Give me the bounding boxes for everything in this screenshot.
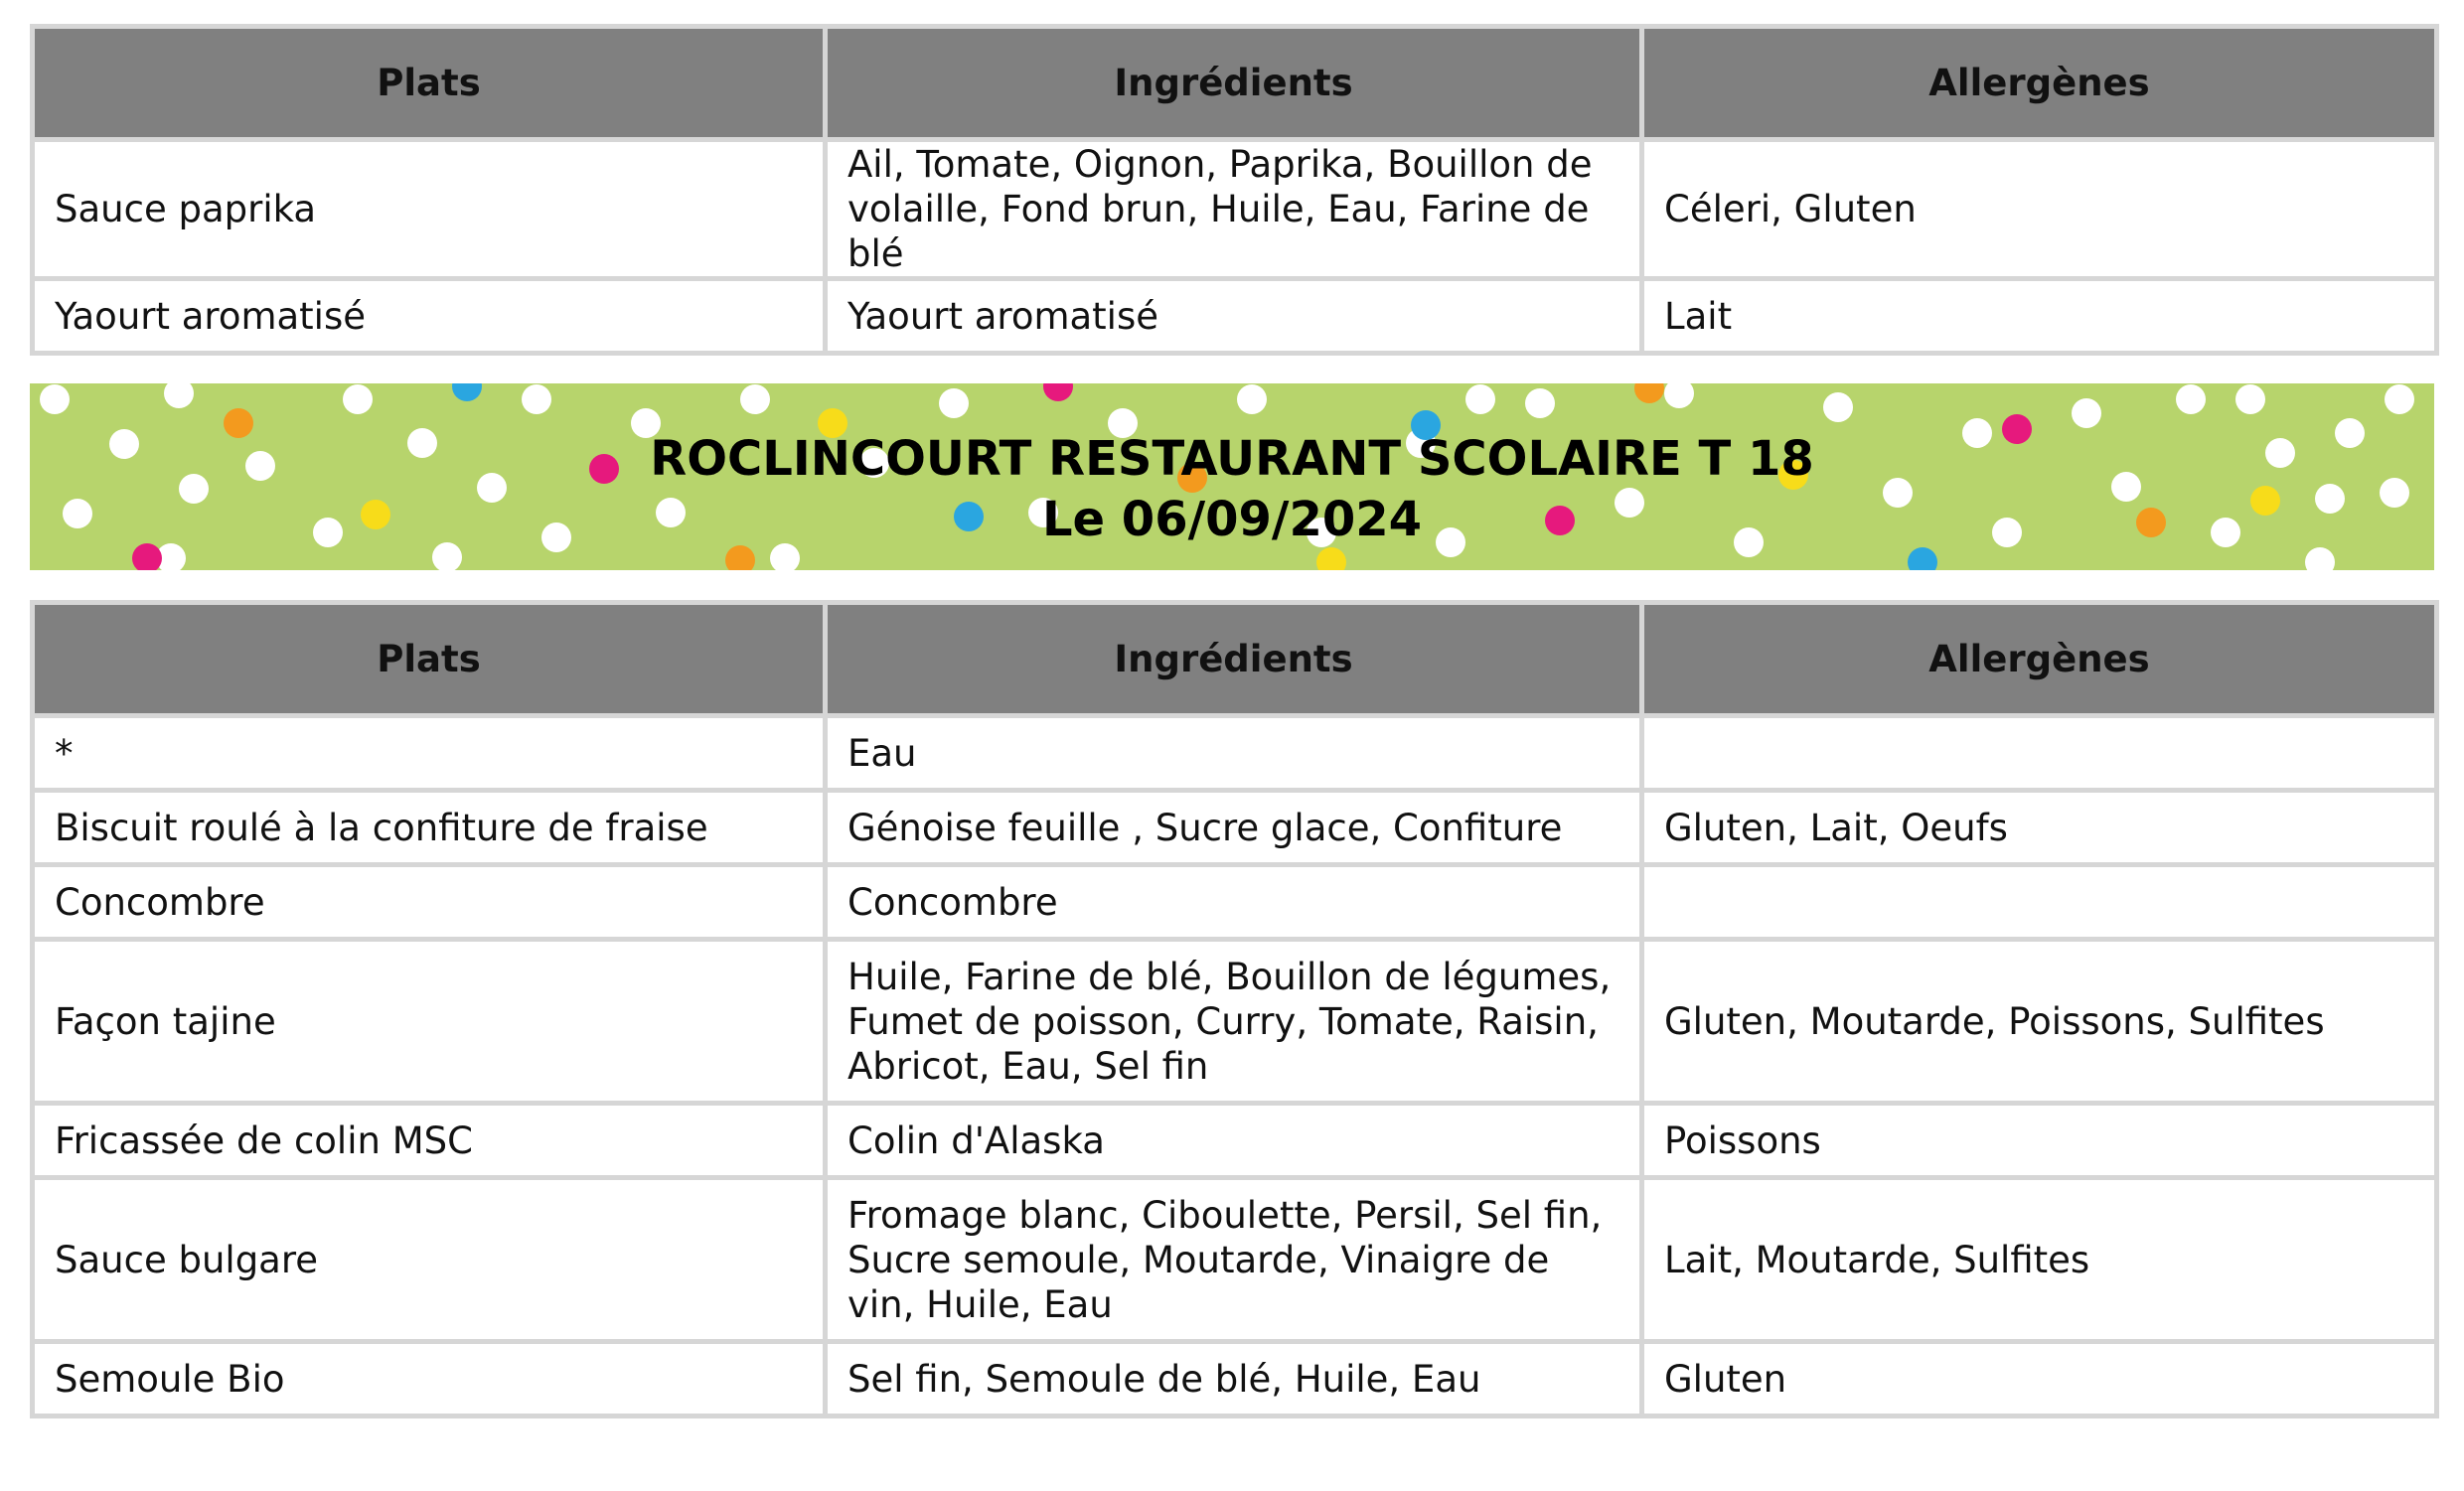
- cell-ingredients: Eau: [826, 716, 1642, 791]
- column-header-plats: Plats: [33, 603, 826, 716]
- cell-ingredients: Ail, Tomate, Oignon, Paprika, Bouillon de volaille, Fond brun, Huile, Eau, Farine de blé: [826, 140, 1642, 279]
- restaurant-banner: [30, 383, 2434, 570]
- column-header-ingredients: Ingrédients: [826, 603, 1642, 716]
- cell-plat: Sauce bulgare: [33, 1178, 826, 1342]
- cell-allergenes: Gluten: [1642, 1342, 2437, 1416]
- table-header-row: [33, 27, 2437, 140]
- table-row: [33, 140, 2437, 279]
- cell-plat: Concombre: [33, 865, 826, 940]
- cell-plat: Biscuit roulé à la confiture de fraise: [33, 791, 826, 865]
- table-row: [33, 1342, 2437, 1416]
- cell-plat: *: [33, 716, 826, 791]
- table-row: [33, 940, 2437, 1104]
- table-row: [33, 279, 2437, 354]
- allergen-table: [30, 600, 2439, 1418]
- cell-plat: Fricassée de colin MSC: [33, 1104, 826, 1178]
- cell-allergenes: Lait, Moutarde, Sulfites: [1642, 1178, 2437, 1342]
- table-row: [33, 1178, 2437, 1342]
- table-row: [33, 1104, 2437, 1178]
- column-header-allergenes: Allergènes: [1642, 603, 2437, 716]
- cell-ingredients: Génoise feuille , Sucre glace, Confiture: [826, 791, 1642, 865]
- table-row: [33, 865, 2437, 940]
- cell-allergenes: [1642, 716, 2437, 791]
- cell-ingredients: Colin d'Alaska: [826, 1104, 1642, 1178]
- allergen-table-previous: [30, 24, 2439, 356]
- table-header-row: [33, 603, 2437, 716]
- cell-allergenes: Lait: [1642, 279, 2437, 354]
- menu-date: Le 06/09/2024: [1041, 492, 1423, 547]
- cell-plat: Yaourt aromatisé: [33, 279, 826, 354]
- cell-ingredients: Huile, Farine de blé, Bouillon de légumes, Fumet de poisson, Curry, Tomate, Raisin, Abricot, Eau, Sel fin: [826, 940, 1642, 1104]
- cell-plat: Sauce paprika: [33, 140, 826, 279]
- column-header-plats: Plats: [33, 27, 826, 140]
- cell-ingredients: Fromage blanc, Ciboulette, Persil, Sel fin, Sucre semoule, Moutarde, Vinaigre de vin, Huile, Eau: [826, 1178, 1642, 1342]
- cell-ingredients: Sel fin, Semoule de blé, Huile, Eau: [826, 1342, 1642, 1416]
- cell-plat: Semoule Bio: [33, 1342, 826, 1416]
- cell-allergenes: [1642, 865, 2437, 940]
- banner-title-block: [30, 429, 2434, 550]
- cell-allergenes: Gluten, Lait, Oeufs: [1642, 791, 2437, 865]
- column-header-allergenes: Allergènes: [1642, 27, 2437, 140]
- cell-plat: Façon tajine: [33, 940, 826, 1104]
- cell-allergenes: Céleri, Gluten: [1642, 140, 2437, 279]
- cell-allergenes: Poissons: [1642, 1104, 2437, 1178]
- table-row: [33, 716, 2437, 791]
- cell-ingredients: Concombre: [826, 865, 1642, 940]
- restaurant-name: ROCLINCOURT RESTAURANT SCOLAIRE T 18: [650, 431, 1814, 487]
- table-row: [33, 791, 2437, 865]
- cell-ingredients: Yaourt aromatisé: [826, 279, 1642, 354]
- column-header-ingredients: Ingrédients: [826, 27, 1642, 140]
- cell-allergenes: Gluten, Moutarde, Poissons, Sulfites: [1642, 940, 2437, 1104]
